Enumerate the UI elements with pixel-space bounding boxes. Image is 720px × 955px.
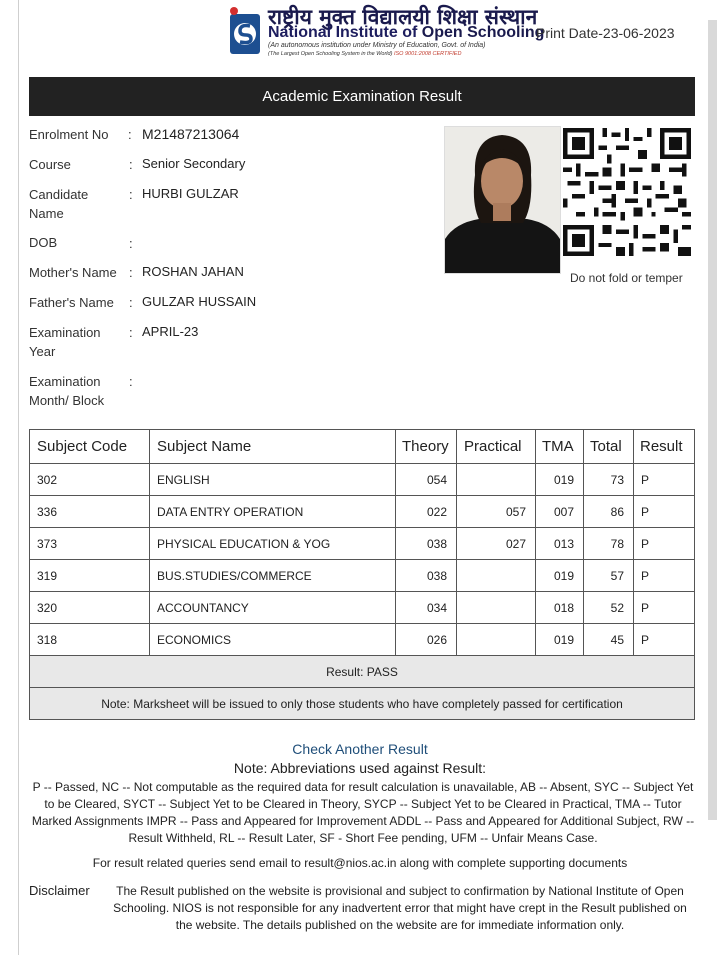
qr-code-icon <box>563 128 691 256</box>
mother-name-label: Mother's Name <box>29 265 117 280</box>
cell-total: 78 <box>584 528 634 560</box>
result-summary-row <box>30 656 695 688</box>
father-name-label: Father's Name <box>29 295 114 310</box>
org-subtitle: (An autonomous institution under Ministry of Education, Govt. of India) <box>268 42 486 49</box>
candidate-label: Candidate Name <box>29 187 89 221</box>
query-contact-text: For result related queries send email to result@nios.ac.in along with complete supporting documents <box>92 856 628 870</box>
dob-label: DOB <box>29 235 58 250</box>
cell-theory: 054 <box>396 464 457 496</box>
exam-year-value: APRIL-23 <box>142 324 199 339</box>
disclaimer-text: The Result published on the website is provisional and subject to confirmation by National Institute of Open Schooling. NIOS is not responsible for any inadvertent error that might have crept in the Result published on the website. The details published on the website are for immediate information only. <box>113 884 687 932</box>
candidate-photo <box>444 126 561 274</box>
cell-total: 86 <box>584 496 634 528</box>
cell-tma: 007 <box>536 496 584 528</box>
course-value: Senior Secondary <box>142 156 246 171</box>
father-name-value: GULZAR HUSSAIN <box>142 294 257 309</box>
cell-theory: 034 <box>396 592 457 624</box>
table-row <box>30 464 695 496</box>
cell-theory: 038 <box>396 560 457 592</box>
table-header-row <box>30 430 695 464</box>
page-edge <box>18 0 19 955</box>
colon: : <box>129 265 133 280</box>
result-summary: Result: PASS <box>30 656 695 688</box>
col-total: Total <box>584 430 634 464</box>
cell-practical <box>457 464 536 496</box>
cell-tma: 018 <box>536 592 584 624</box>
cell-theory: 022 <box>396 496 457 528</box>
org-tagline: (The Largest Open Schooling System in the World) ISO 9001:2008 CERTIFIED <box>268 51 462 57</box>
disclaimer-label: Disclaimer <box>29 883 90 898</box>
org-name-english: National Institute of Open Schooling <box>268 24 545 41</box>
cell-practical <box>457 624 536 656</box>
cell-total: 52 <box>584 592 634 624</box>
cell-name: ACCOUNTANCY <box>150 592 396 624</box>
table-row <box>30 528 695 560</box>
print-date: Print Date-23-06-2023 <box>536 25 675 41</box>
cell-code: 320 <box>30 592 150 624</box>
exam-year-label: Examination Year <box>29 325 101 359</box>
colon: : <box>129 295 133 310</box>
colon: : <box>128 127 132 142</box>
cell-code: 302 <box>30 464 150 496</box>
mother-name-value: ROSHAN JAHAN <box>142 264 244 279</box>
cell-practical: 027 <box>457 528 536 560</box>
col-practical: Practical <box>457 430 536 464</box>
scrollbar[interactable] <box>708 20 717 820</box>
table-row <box>30 592 695 624</box>
nios-logo-icon <box>226 4 264 60</box>
col-subject-name: Subject Name <box>150 430 396 464</box>
cell-tma: 019 <box>536 560 584 592</box>
result-title-bar <box>29 77 695 116</box>
cell-tma: 019 <box>536 624 584 656</box>
cell-practical <box>457 592 536 624</box>
abbreviations-title: Note: Abbreviations used against Result: <box>233 760 487 776</box>
cell-name: ENGLISH <box>150 464 396 496</box>
col-tma: TMA <box>536 430 584 464</box>
cell-result: P <box>634 624 695 656</box>
course-label: Course <box>29 157 71 172</box>
cell-result: P <box>634 464 695 496</box>
cell-result: P <box>634 592 695 624</box>
cell-theory: 026 <box>396 624 457 656</box>
check-another-result-link[interactable]: Check Another Result <box>292 741 428 757</box>
table-row <box>30 624 695 656</box>
exam-month-label: Examination Month/ Block <box>29 374 105 408</box>
cell-code: 318 <box>30 624 150 656</box>
table-row <box>30 560 695 592</box>
cell-code: 319 <box>30 560 150 592</box>
org-name-hindi: राष्ट्रीय मुक्त विद्यालयी शिक्षा संस्थान <box>268 5 538 29</box>
cell-result: P <box>634 496 695 528</box>
col-subject-code: Subject Code <box>30 430 150 464</box>
cell-tma: 013 <box>536 528 584 560</box>
cell-name: ECONOMICS <box>150 624 396 656</box>
cell-total: 73 <box>584 464 634 496</box>
do-not-fold-note: Do not fold or temper <box>570 271 683 285</box>
colon: : <box>129 187 133 202</box>
colon: : <box>129 236 133 251</box>
cell-theory: 038 <box>396 528 457 560</box>
cell-result: P <box>634 560 695 592</box>
cell-tma: 019 <box>536 464 584 496</box>
cell-practical: 057 <box>457 496 536 528</box>
colon: : <box>129 374 133 389</box>
colon: : <box>129 157 133 172</box>
cell-name: PHYSICAL EDUCATION & YOG <box>150 528 396 560</box>
candidate-value: HURBI GULZAR <box>142 186 239 201</box>
cell-total: 57 <box>584 560 634 592</box>
cell-name: BUS.STUDIES/COMMERCE <box>150 560 396 592</box>
col-theory: Theory <box>396 430 457 464</box>
cell-result: P <box>634 528 695 560</box>
cell-practical <box>457 560 536 592</box>
cell-code: 336 <box>30 496 150 528</box>
result-title: Academic Examination Result <box>262 88 462 105</box>
marksheet-note-row <box>30 688 695 720</box>
cell-total: 45 <box>584 624 634 656</box>
marksheet-note: Note: Marksheet will be issued to only those students who have completely passed for certification <box>30 688 695 720</box>
table-row <box>30 496 695 528</box>
cell-code: 373 <box>30 528 150 560</box>
enrolment-value: M21487213064 <box>142 126 240 142</box>
marks-table <box>29 429 695 720</box>
enrolment-label: Enrolment No <box>29 127 109 142</box>
col-result: Result <box>634 430 695 464</box>
colon: : <box>129 325 133 340</box>
abbreviations-text: P -- Passed, NC -- Not computable as the required data for result calculation is unavailable, AB -- Absent, SYC -- Subject Yet to be Cleared, SYCT -- Subject Yet to be Cleared in Theory, SYCP -- Subject Yet to be Cleared in Practical, TMA -- Tutor Marked Assignments IMPR -- Pass and Appeared for Improvement ADDL -- Pass and Appeared for Additional Subject, RW -- Result Withheld, RL -- Result Later, SF - Short Fee pending, UFM -- Unfair Means Case. <box>31 780 695 845</box>
cell-name: DATA ENTRY OPERATION <box>150 496 396 528</box>
